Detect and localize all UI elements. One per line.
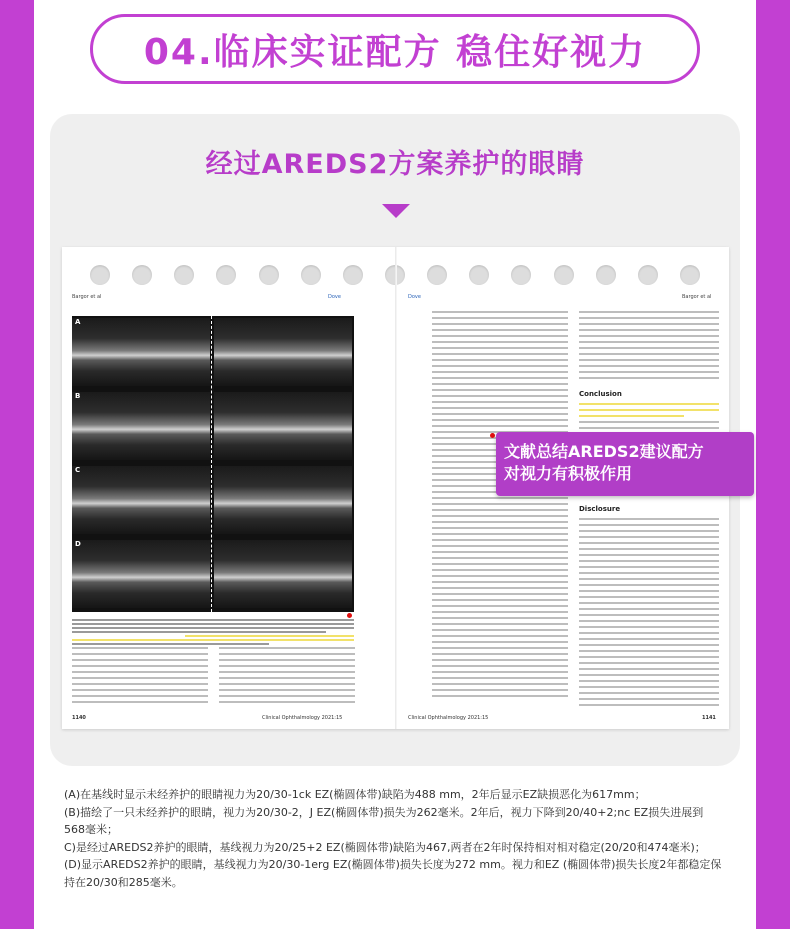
figure-letter: B — [75, 392, 81, 400]
panel-title: 经过AREDS2方案养护的眼睛 — [205, 149, 585, 180]
binder-hole — [174, 265, 194, 285]
binder-hole — [596, 265, 616, 285]
left-text-column — [219, 647, 355, 707]
down-arrow-icon — [382, 204, 410, 218]
oct-scan-followup — [214, 540, 352, 608]
binder-hole — [259, 265, 279, 285]
summary-callout — [496, 432, 754, 496]
left-journal-tag: Dove — [328, 294, 341, 300]
oct-scan-baseline — [72, 392, 210, 460]
oct-figure — [72, 316, 354, 612]
right-journal-tag: Dove — [408, 294, 421, 300]
conclusion-heading: Conclusion — [579, 390, 622, 398]
left-running-head: Bargor et al — [72, 294, 102, 300]
figure-letter: C — [75, 466, 81, 474]
figure-row — [72, 464, 354, 536]
right-text-column — [579, 311, 719, 383]
oct-scan-baseline — [72, 318, 210, 386]
note-c: C)是经过AREDS2养护的眼睛，基线视力为20/25+2 EZ(椭圆体带)缺陷为467,两者在2年时保持相对相对稳定(20/20和474毫米)； — [64, 840, 706, 854]
left-page-number: 1140 — [72, 715, 86, 721]
red-marker — [490, 433, 495, 438]
oct-scan-followup — [214, 466, 352, 534]
figure-row — [72, 538, 354, 610]
section-title: 04.临床实证配方 稳住好视力 — [90, 14, 700, 84]
binder-hole — [132, 265, 152, 285]
right-page-number: 1141 — [702, 715, 716, 721]
disclosure-heading: Disclosure — [579, 505, 621, 513]
oct-scan-followup — [214, 318, 352, 386]
note-a: (A)在基线时显示未经养护的眼睛视力为20/30-1ck EZ(椭圆体带)缺陷为488 mm，2年后显示EZ缺损恶化为617mm； — [64, 788, 646, 801]
paper-spine — [395, 247, 397, 729]
figure-notes — [64, 786, 724, 891]
right-text-column — [432, 311, 568, 701]
binder-hole — [469, 265, 489, 285]
binder-hole — [216, 265, 236, 285]
note-d: (D)显示AREDS2养护的眼睛，基线视力为20/30-1erg EZ(椭圆体带)损失长度为272 mm。视力和EZ (椭圆体带)损失长度2年都稳定保持在20/30和285毫米。 — [64, 858, 722, 889]
disclosure-text — [579, 518, 719, 710]
left-text-column — [72, 647, 208, 707]
figure-row — [72, 316, 354, 388]
binder-hole — [638, 265, 658, 285]
left-footer-journal: Clinical Ophthalmology 2021:15 — [262, 715, 343, 721]
oct-scan-baseline — [72, 466, 210, 534]
binder-hole — [554, 265, 574, 285]
conclusion-text — [579, 403, 719, 433]
binder-hole — [511, 265, 531, 285]
oct-scan-baseline — [72, 540, 210, 608]
binder-hole — [301, 265, 321, 285]
right-running-head: Bargor et al — [682, 294, 712, 300]
binder-hole — [680, 265, 700, 285]
note-b: (B)描绘了一只未经养护的眼睛，视力为20/30-2，J EZ(椭圆体带)损失为262毫米。2年后，视力下降到20/40+2;nc EZ损失进展到568毫米； — [64, 805, 704, 836]
figure-letter: D — [75, 540, 81, 548]
binder-hole — [343, 265, 363, 285]
figure-divider — [211, 316, 212, 612]
right-footer-journal: Clinical Ophthalmology 2021:15 — [408, 715, 489, 721]
binder-hole — [427, 265, 447, 285]
oct-scan-followup — [214, 392, 352, 460]
red-marker — [347, 613, 352, 618]
callout-line-2: 对视力有积极作用 — [504, 464, 633, 483]
binder-hole — [90, 265, 110, 285]
figure-row — [72, 390, 354, 462]
figure-letter: A — [75, 318, 81, 326]
callout-line-1: 文献总结AREDS2建议配方 — [504, 442, 704, 461]
figure-caption-lines — [72, 619, 354, 647]
